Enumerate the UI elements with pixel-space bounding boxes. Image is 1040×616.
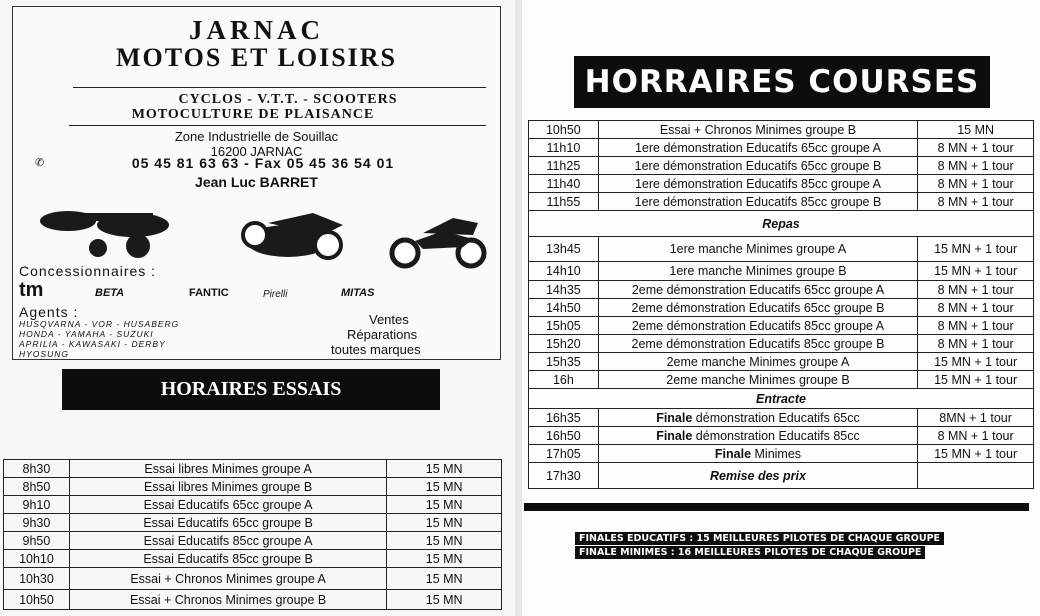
row-duration: 15 MN + 1 tour (918, 371, 1034, 389)
row-event: 2eme démonstration Educatifs 85cc groupe A (598, 317, 917, 335)
row-time: 10h50 (4, 590, 70, 610)
row-event: Essai Educatifs 85cc groupe A (69, 532, 386, 550)
ad-contact-name: Jean Luc BARRET (195, 174, 318, 190)
agents-line1: HUSQVARNA - VOR - HUSABERG (19, 319, 180, 329)
row-duration: 15 MN (387, 532, 502, 550)
row-time: 15h35 (529, 353, 599, 371)
dirtbike-illustration (392, 218, 484, 266)
table-row (4, 568, 502, 590)
row-event: Essai Educatifs 65cc groupe A (69, 496, 386, 514)
ad-address-city: 16200 JARNAC (210, 144, 303, 159)
row-time: 15h05 (529, 317, 599, 335)
brand-mitas-logo: MITAS (341, 287, 375, 299)
brand-beta-logo: BETA (95, 287, 125, 299)
row-time: 10h30 (4, 568, 70, 590)
brand-pirelli-logo: Pirelli (263, 289, 288, 300)
row-duration: 15 MN (387, 590, 502, 610)
row-event: 1ere manche Minimes groupe B (598, 262, 917, 281)
row-time: 13h45 (529, 237, 599, 262)
ad-title-jarnac: JARNAC (189, 15, 324, 45)
row-event: Essai Educatifs 85cc groupe B (69, 550, 386, 568)
row-time: 11h55 (529, 193, 599, 211)
ad-products-line1: CYCLOS - V.T.T. - SCOOTERS (178, 92, 398, 107)
dealer-advertisement (12, 6, 501, 360)
row-time: 14h10 (529, 262, 599, 281)
finale-description: démonstration Educatifs 65cc (692, 410, 860, 425)
ad-divider (69, 125, 486, 126)
essais-schedule-table (3, 459, 502, 610)
repas-row (529, 211, 1034, 237)
table-row (529, 317, 1034, 335)
table-row (529, 299, 1034, 317)
table-row (529, 445, 1034, 463)
entracte-label: Entracte (529, 389, 1034, 409)
table-row (529, 237, 1034, 262)
row-event (598, 445, 917, 463)
row-event: 1ere démonstration Educatifs 65cc groupe A (598, 139, 917, 157)
table-row (529, 139, 1034, 157)
row-time: 10h50 (529, 121, 599, 139)
row-time: 16h (529, 371, 599, 389)
finale-description: Minimes (751, 446, 802, 461)
table-row (4, 514, 502, 532)
essais-title-banner: HORAIRES ESSAIS (62, 369, 440, 410)
table-row (529, 262, 1034, 281)
courses-schedule-table (528, 120, 1034, 489)
row-duration: 15 MN (387, 568, 502, 590)
row-event: 2eme manche Minimes groupe B (598, 371, 917, 389)
row-time: 15h20 (529, 335, 599, 353)
row-event: 2eme démonstration Educatifs 65cc groupe A (598, 281, 917, 299)
row-duration: 8 MN + 1 tour (918, 335, 1034, 353)
finale-keyword: Finale (656, 410, 693, 425)
table-row (4, 550, 502, 568)
table-row (529, 281, 1034, 299)
brand-tm-logo: tm (19, 279, 44, 301)
row-time: 9h50 (4, 532, 70, 550)
agents-line2: HONDA - YAMAHA - SUZUKI (19, 329, 154, 339)
row-duration: 15 MN (387, 514, 502, 532)
repas-label: Repas (529, 211, 1034, 237)
row-duration: 15 MN (387, 460, 502, 478)
row-time: 17h05 (529, 445, 599, 463)
row-duration: 15 MN + 1 tour (918, 445, 1034, 463)
row-duration: 15 MN + 1 tour (918, 353, 1034, 371)
table-row (529, 463, 1034, 489)
row-duration: 8 MN + 1 tour (918, 281, 1034, 299)
row-event: Essai libres Minimes groupe A (69, 460, 386, 478)
ad-title-motos: MOTOS ET LOISIRS (115, 43, 398, 72)
row-time: 14h35 (529, 281, 599, 299)
row-event: 2eme manche Minimes groupe A (598, 353, 917, 371)
row-event: Essai + Chronos Minimes groupe B (69, 590, 386, 610)
table-row (529, 157, 1034, 175)
row-event: 1ere manche Minimes groupe A (598, 237, 917, 262)
row-duration: 15 MN (387, 496, 502, 514)
row-time: 9h30 (4, 514, 70, 532)
motorcycle-illustrations (23, 193, 493, 271)
row-time: 14h50 (529, 299, 599, 317)
table-row (529, 371, 1034, 389)
row-time: 11h10 (529, 139, 599, 157)
table-row (4, 496, 502, 514)
remise-des-prix-label: Remise des prix (598, 463, 917, 489)
services-repairs: Réparations (347, 327, 418, 342)
row-event (598, 409, 917, 427)
row-event (598, 427, 917, 445)
rider-illustration (243, 213, 343, 258)
row-time: 11h40 (529, 175, 599, 193)
row-duration: 8 MN + 1 tour (918, 299, 1034, 317)
row-event: Essai + Chronos Minimes groupe A (69, 568, 386, 590)
concessionnaires-label: Concessionnaires : (19, 263, 157, 279)
row-duration: 15 MN (918, 121, 1034, 139)
ad-divider (73, 87, 486, 88)
row-time: 9h10 (4, 496, 70, 514)
table-row (529, 175, 1034, 193)
row-time: 11h25 (529, 157, 599, 175)
row-duration: 15 MN (387, 478, 502, 496)
row-time: 17h30 (529, 463, 599, 489)
row-event: Essai Educatifs 65cc groupe B (69, 514, 386, 532)
row-duration: 15 MN (387, 550, 502, 568)
table-row (4, 478, 502, 496)
ad-phone-fax: 05 45 81 63 63 - Fax 05 45 36 54 01 (131, 155, 395, 171)
row-time: 8h30 (4, 460, 70, 478)
ad-products-line2: MOTOCULTURE DE PLAISANCE (131, 107, 375, 122)
table-row (529, 353, 1034, 371)
table-row (4, 460, 502, 478)
row-duration: 8 MN + 1 tour (918, 175, 1034, 193)
table-row (4, 532, 502, 550)
row-duration: 8 MN + 1 tour (918, 427, 1034, 445)
ad-address-street: Zone Industrielle de Souillac (174, 129, 339, 144)
table-row (529, 193, 1034, 211)
agents-line3: APRILIA - KAWASAKI - DERBY (19, 339, 166, 349)
row-duration: 15 MN + 1 tour (918, 237, 1034, 262)
row-event: Essai libres Minimes groupe B (69, 478, 386, 496)
row-duration: 15 MN + 1 tour (918, 262, 1034, 281)
row-duration: 8 MN + 1 tour (918, 157, 1034, 175)
finale-keyword: Finale (714, 446, 752, 461)
row-event: 2eme démonstration Educatifs 65cc groupe B (598, 299, 917, 317)
row-event: 2eme démonstration Educatifs 85cc groupe B (598, 335, 917, 353)
table-row (4, 590, 502, 610)
phone-icon: ✆ (35, 157, 45, 169)
finale-keyword: Finale (656, 428, 693, 443)
row-event: 1ere démonstration Educatifs 85cc groupe A (598, 175, 917, 193)
services-all-brands: toutes marques (331, 342, 421, 357)
row-event: Essai + Chronos Minimes groupe B (598, 121, 917, 139)
row-duration: 8 MN + 1 tour (918, 317, 1034, 335)
courses-title-banner: HORRAIRES COURSES (574, 56, 990, 108)
row-time: 16h50 (529, 427, 599, 445)
agents-label: Agents : (19, 304, 79, 320)
entracte-row (529, 389, 1034, 409)
row-duration: 8 MN + 1 tour (918, 193, 1034, 211)
row-time: 16h35 (529, 409, 599, 427)
table-row (529, 121, 1034, 139)
brand-fantic-logo: FANTIC (189, 287, 229, 299)
row-duration: 8MN + 1 tour (918, 409, 1034, 427)
row-duration: 8 MN + 1 tour (918, 139, 1034, 157)
row-time: 8h50 (4, 478, 70, 496)
row-event: 1ere démonstration Educatifs 85cc groupe B (598, 193, 917, 211)
table-row (529, 409, 1034, 427)
table-row (529, 427, 1034, 445)
row-duration (918, 463, 1034, 489)
row-time: 10h10 (4, 550, 70, 568)
table-row (529, 335, 1034, 353)
quad-illustration (40, 211, 169, 258)
agents-line4: HYOSUNG (19, 349, 69, 359)
section-rule (524, 503, 1029, 511)
finale-description: démonstration Educatifs 85cc (692, 428, 860, 443)
page-gutter (515, 0, 522, 616)
finale-minimes-note: FINALE MINIMES : 16 MEILLEURES PILOTES DE CHAQUE GROUPE (575, 546, 925, 559)
services-sales: Ventes (369, 312, 409, 327)
finales-educatifs-note: FINALES EDUCATIFS : 15 MEILLEURES PILOTES DE CHAQUE GROUPE (575, 532, 944, 545)
row-event: 1ere démonstration Educatifs 65cc groupe B (598, 157, 917, 175)
